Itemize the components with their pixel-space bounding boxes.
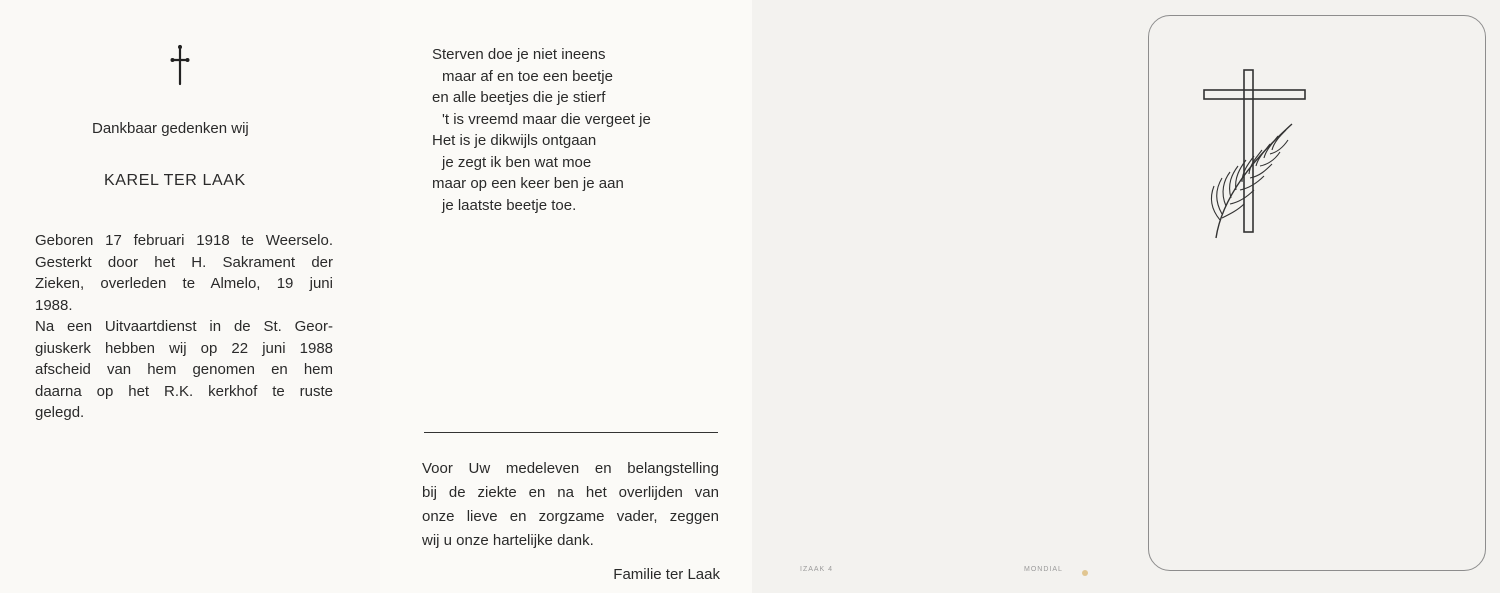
- poem-line: maar af en toe een beetje: [442, 67, 613, 85]
- thanks-line: wij u onze hartelijke dank.: [422, 532, 594, 549]
- cover-card-panel: [752, 0, 1500, 593]
- small-cross-icon: [170, 44, 190, 86]
- cross-with-palm-icon: [1200, 68, 1310, 242]
- thanks-block: [422, 457, 719, 553]
- biography-block: [35, 230, 333, 424]
- bio-line: Gesterkt door het H. Sakrament der: [35, 253, 333, 271]
- family-signature: Familie ter Laak: [613, 566, 720, 583]
- middle-card-panel: [380, 0, 752, 593]
- thanks-line: Voor Uw medeleven en belangstelling: [422, 460, 719, 477]
- stain-mark: [1082, 570, 1088, 576]
- bio-line: Geboren 17 februari 1918 te Weerselo.: [35, 232, 333, 249]
- poem-line: Sterven doe je niet ineens: [432, 46, 606, 63]
- brand-mark: MONDIAL: [1024, 566, 1063, 573]
- print-code: IZAAK 4: [800, 566, 834, 573]
- intro-text: Dankbaar gedenken wij: [92, 120, 249, 137]
- deceased-name: KAREL TER LAAK: [104, 172, 246, 189]
- bio-line: daarna op het R.K. kerkhof te ruste: [35, 382, 333, 400]
- bio-line: Zieken, overleden te Almelo, 19 juni: [35, 275, 333, 292]
- thanks-line: bij de ziekte en na het overlijden van: [422, 484, 719, 501]
- divider-line: [424, 432, 718, 433]
- poem-line: Het is je dikwijls ontgaan: [432, 132, 597, 149]
- poem-line: je laatste beetje toe.: [442, 196, 577, 214]
- thanks-line: onze lieve en zorgzame vader, zeggen: [422, 508, 719, 525]
- poem-line: je zegt ik ben wat moe: [442, 153, 592, 171]
- rounded-frame: [1148, 15, 1486, 571]
- poem-block: [432, 44, 692, 216]
- poem-line: maar op een keer ben je aan: [432, 175, 624, 192]
- bio-line: giuskerk hebben wij op 22 juni 1988: [35, 339, 333, 357]
- poem-line: 't is vreemd maar die vergeet je: [442, 110, 651, 128]
- left-card-panel: [0, 0, 380, 593]
- bio-line: afscheid van hem genomen en hem: [35, 361, 333, 378]
- bio-line: gelegd.: [35, 404, 85, 421]
- bio-line: 1988.: [35, 296, 73, 314]
- poem-line: en alle beetjes die je stierf: [432, 89, 606, 106]
- bio-line: Na een Uitvaartdienst in de St. Geor-: [35, 318, 333, 335]
